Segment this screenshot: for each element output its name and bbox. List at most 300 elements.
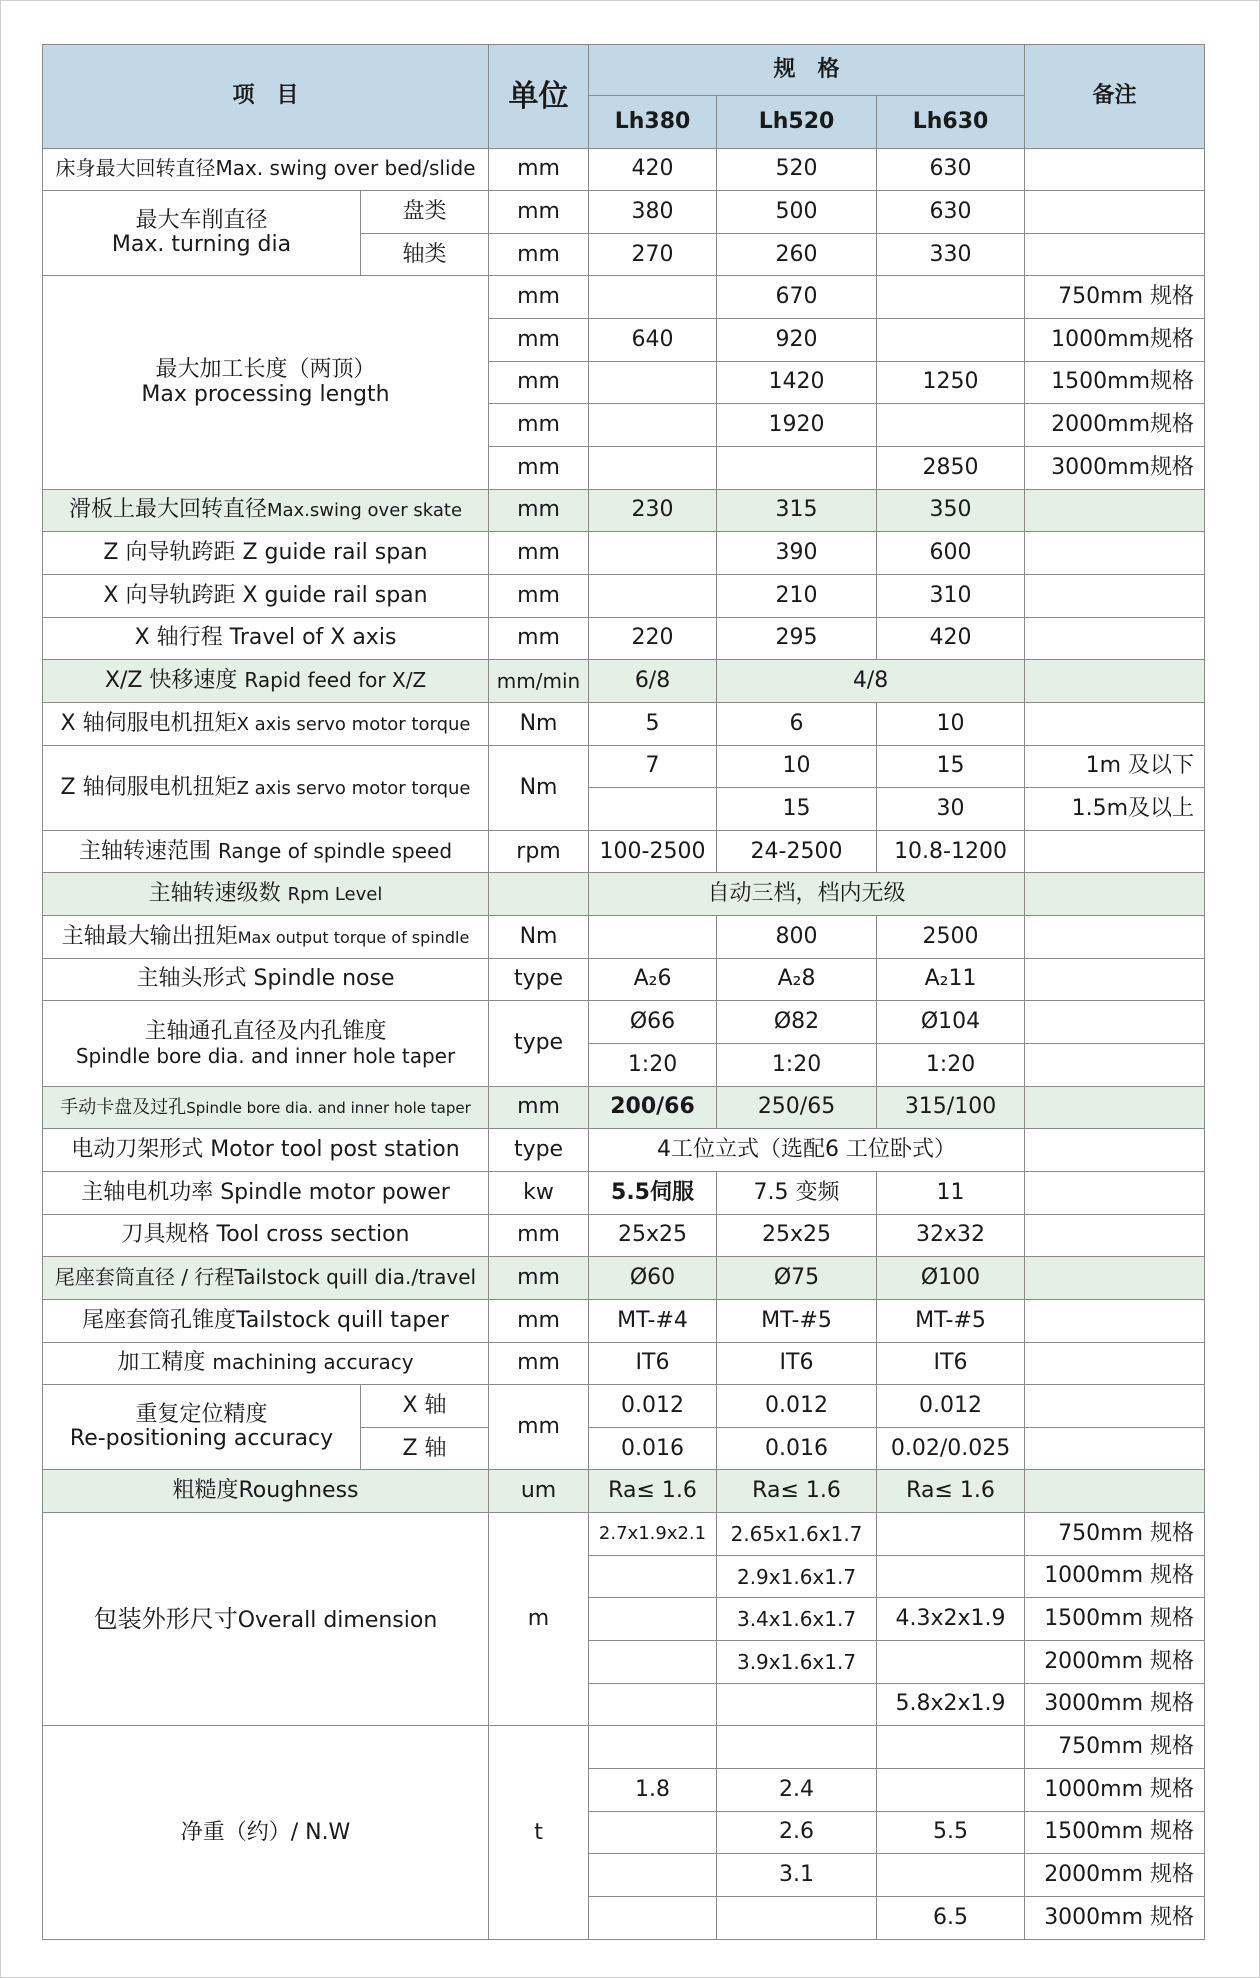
remark: [1025, 191, 1205, 234]
value-lh520: [717, 1896, 877, 1939]
remark: [1025, 958, 1205, 1001]
value-lh520: 25x25: [717, 1214, 877, 1257]
value-lh630: 30: [877, 788, 1025, 831]
value-lh630: 310: [877, 574, 1025, 617]
label-en: Z axis servo motor torque: [236, 777, 471, 799]
label-en: Spindle nose: [253, 966, 395, 992]
value-lh380: [589, 1726, 717, 1769]
value-lh380: [589, 1854, 717, 1897]
value-lh520: 10: [717, 745, 877, 788]
label-en: Tailstock quill taper: [236, 1307, 449, 1333]
unit: mm: [489, 617, 589, 660]
value-lh630: [877, 319, 1025, 362]
value-all: 4工位立式（选配6 工位卧式）: [589, 1129, 1025, 1172]
label: [43, 873, 489, 916]
value-lh520: 1920: [717, 404, 877, 447]
value-lh520: 3.4x1.6x1.7: [717, 1598, 877, 1641]
row-length-750: [43, 276, 1205, 319]
value-lh630: [877, 1726, 1025, 1769]
value-lh380: Ø60: [589, 1257, 717, 1300]
value-lh520: 1:20: [717, 1044, 877, 1087]
label-cn: 最大车削直径: [135, 208, 268, 234]
label-en: N.W: [305, 1819, 351, 1845]
value-lh520: 3.1: [717, 1854, 877, 1897]
value-lh520: 315: [717, 489, 877, 532]
unit: mm: [489, 1214, 589, 1257]
value-lh630: 630: [877, 191, 1025, 234]
value-lh520: 15: [717, 788, 877, 831]
value-lh630: A₂11: [877, 958, 1025, 1001]
label-cn: 床身最大回转直径: [55, 156, 216, 181]
value-all: 自动三档，档内无级: [589, 873, 1025, 916]
row-manual-chuck: [43, 1086, 1205, 1129]
value-lh520: 295: [717, 617, 877, 660]
unit: Nm: [489, 916, 589, 959]
remark: 1500mm 规格: [1025, 1811, 1205, 1854]
unit: rpm: [489, 830, 589, 873]
remark: 1m 及以下: [1025, 745, 1205, 788]
value-lh630: 350: [877, 489, 1025, 532]
value-lh630: [877, 1768, 1025, 1811]
value-lh380: [589, 916, 717, 959]
remark: [1025, 574, 1205, 617]
unit: mm: [489, 361, 589, 404]
value-lh630: 330: [877, 233, 1025, 276]
remark: [1025, 1385, 1205, 1428]
sub-label: 轴类: [361, 233, 489, 276]
remark: 3000mm 规格: [1025, 1683, 1205, 1726]
value-lh380: [589, 532, 717, 575]
value-lh630: 0.012: [877, 1385, 1025, 1428]
label-cn: X 轴行程: [134, 625, 230, 651]
unit: mm: [489, 148, 589, 191]
row-machining-accuracy: [43, 1342, 1205, 1385]
unit: mm/min: [489, 660, 589, 703]
label-en: Max processing length: [141, 381, 390, 407]
row-rapid-feed: [43, 660, 1205, 703]
remark: 1.5m及以上: [1025, 788, 1205, 831]
value-lh380: 230: [589, 489, 717, 532]
remark: [1025, 1427, 1205, 1470]
value-lh380: A₂6: [589, 958, 717, 1001]
header-remark: 备注: [1025, 45, 1205, 149]
label-cn: X 向导轨跨距: [103, 582, 243, 608]
value-lh520: 390: [717, 532, 877, 575]
label: [43, 1342, 489, 1385]
label: [43, 148, 489, 191]
remark: 3000mm 规格: [1025, 1896, 1205, 1939]
value-lh630: 0.02/0.025: [877, 1427, 1025, 1470]
value-lh380: Ra≤ 1.6: [589, 1470, 717, 1513]
unit: kw: [489, 1171, 589, 1214]
row-tool-cross-section: [43, 1214, 1205, 1257]
row-rpm-level: [43, 873, 1205, 916]
label-cn: X 轴伺服电机扭矩: [60, 710, 237, 736]
unit: m: [489, 1513, 589, 1726]
value-lh630: 10.8-1200: [877, 830, 1025, 873]
value-lh630: 32x32: [877, 1214, 1025, 1257]
unit: mm: [489, 532, 589, 575]
value-lh380: Ø66: [589, 1001, 717, 1044]
value-lh520: 250/65: [717, 1086, 877, 1129]
label-en: machining accuracy: [212, 1350, 414, 1375]
value-lh380: 1:20: [589, 1044, 717, 1087]
value-lh520: MT-#5: [717, 1299, 877, 1342]
value-lh520: 260: [717, 233, 877, 276]
length-label: [43, 276, 489, 489]
label: [43, 830, 489, 873]
header-item: 项 目: [43, 45, 489, 149]
value-lh520: [717, 1683, 877, 1726]
value-lh520-lh630: 4/8: [717, 660, 1025, 703]
label-en: Overall dimension: [237, 1607, 438, 1633]
value-lh380: MT-#4: [589, 1299, 717, 1342]
value-lh520: A₂8: [717, 958, 877, 1001]
unit: mm: [489, 191, 589, 234]
row-x-guide-rail: [43, 574, 1205, 617]
value-lh520: 7.5 变频: [717, 1171, 877, 1214]
remark: 2000mm 规格: [1025, 1640, 1205, 1683]
label-cn: 粗糙度: [172, 1478, 239, 1504]
row-spindle-power: [43, 1171, 1205, 1214]
unit: type: [489, 1129, 589, 1172]
remark: [1025, 873, 1205, 916]
value-lh380: [589, 1896, 717, 1939]
sub-label: 盘类: [361, 191, 489, 234]
label: [43, 1171, 489, 1214]
label: [43, 1214, 489, 1257]
label-cn: 刀具规格: [121, 1222, 217, 1248]
label-cn: 电动刀架形式: [71, 1137, 211, 1163]
header-row: [43, 45, 1205, 96]
model-lh380: Lh380: [589, 95, 717, 148]
remark: [1025, 702, 1205, 745]
remark: [1025, 617, 1205, 660]
label-en: Max.swing over skate: [266, 500, 463, 522]
value-lh630: 600: [877, 532, 1025, 575]
value-lh520: 0.016: [717, 1427, 877, 1470]
value-lh630: 630: [877, 148, 1025, 191]
label-en: Z guide rail span: [242, 540, 428, 566]
label-en: Range of spindle speed: [217, 838, 453, 863]
remark: [1025, 916, 1205, 959]
value-lh630: [877, 276, 1025, 319]
value-lh630: 2500: [877, 916, 1025, 959]
value-lh380: 7: [589, 745, 717, 788]
unit: type: [489, 1001, 589, 1086]
value-lh520: 500: [717, 191, 877, 234]
label: [43, 489, 489, 532]
label: [43, 1513, 489, 1726]
header-unit: 单位: [489, 45, 589, 149]
remark: [1025, 1171, 1205, 1214]
label-cn: 主轴转速级数: [148, 881, 288, 907]
remark: [1025, 1299, 1205, 1342]
remark: 1000mm规格: [1025, 319, 1205, 362]
value-lh380: 6/8: [589, 660, 717, 703]
value-lh380: 2.7x1.9x2.1: [589, 1513, 717, 1556]
label-en: Max. turning dia: [111, 232, 292, 258]
row-weight-750: [43, 1726, 1205, 1769]
value-lh380: 25x25: [589, 1214, 717, 1257]
label: [43, 958, 489, 1001]
remark: [1025, 1129, 1205, 1172]
remark: [1025, 233, 1205, 276]
value-lh630: 5.8x2x1.9: [877, 1683, 1025, 1726]
value-lh380: [589, 1640, 717, 1683]
row-roughness: [43, 1470, 1205, 1513]
header-spec: 规 格: [589, 45, 1025, 96]
value-lh520: Ø82: [717, 1001, 877, 1044]
unit: mm: [489, 1086, 589, 1129]
label-en: X guide rail span: [242, 582, 428, 608]
value-lh630: 1250: [877, 361, 1025, 404]
unit: mm: [489, 447, 589, 490]
label: [43, 660, 489, 703]
value-lh630: Ø104: [877, 1001, 1025, 1044]
value-lh380: 420: [589, 148, 717, 191]
value-lh380: [589, 276, 717, 319]
label: [43, 702, 489, 745]
label-en: Rapid feed for X/Z: [244, 667, 427, 692]
unit: mm: [489, 276, 589, 319]
label: [43, 617, 489, 660]
label: [43, 532, 489, 575]
label-en: X axis servo motor torque: [236, 713, 471, 735]
unit: mm: [489, 574, 589, 617]
unit: [489, 873, 589, 916]
sub-label: X 轴: [361, 1385, 489, 1428]
value-lh520: 24-2500: [717, 830, 877, 873]
remark: 750mm 规格: [1025, 1513, 1205, 1556]
value-lh380: [589, 574, 717, 617]
remark: [1025, 1001, 1205, 1044]
remark: [1025, 1470, 1205, 1513]
value-lh380: [589, 1811, 717, 1854]
label-en: Tailstock quill dia./travel: [234, 1264, 477, 1289]
unit: mm: [489, 489, 589, 532]
value-lh630: 6.5: [877, 1896, 1025, 1939]
label: [43, 745, 489, 830]
value-lh520: 920: [717, 319, 877, 362]
row-swing-over-bed: [43, 148, 1205, 191]
value-lh520: 2.9x1.6x1.7: [717, 1555, 877, 1598]
value-lh630: Ra≤ 1.6: [877, 1470, 1025, 1513]
label: [43, 1726, 489, 1940]
row-turning-disc: [43, 191, 1205, 234]
value-lh380: [589, 788, 717, 831]
value-lh380: [589, 361, 717, 404]
label-cn: 净重（约）/: [180, 1819, 306, 1845]
value-lh380: 100-2500: [589, 830, 717, 873]
label-cn: 手动卡盘及过孔: [60, 1097, 187, 1119]
label-en: Travel of X axis: [229, 625, 397, 651]
label: [43, 1385, 361, 1470]
label-cn: Z 向导轨跨距: [103, 540, 243, 566]
row-x-servo-torque: [43, 702, 1205, 745]
row-spindle-speed: [43, 830, 1205, 873]
unit: type: [489, 958, 589, 1001]
unit: mm: [489, 1299, 589, 1342]
label-en: Motor tool post station: [210, 1137, 460, 1163]
value-lh520: IT6: [717, 1342, 877, 1385]
value-lh520: [717, 447, 877, 490]
value-lh520: 2.65x1.6x1.7: [717, 1513, 877, 1556]
label-en: Spindle bore dia. and inner hole taper: [75, 1043, 456, 1068]
value-lh380: 380: [589, 191, 717, 234]
unit: mm: [489, 233, 589, 276]
unit: um: [489, 1470, 589, 1513]
value-lh380: 640: [589, 319, 717, 362]
value-lh630: 11: [877, 1171, 1025, 1214]
label: [43, 1001, 489, 1086]
value-lh630: 5.5: [877, 1811, 1025, 1854]
value-lh630: 420: [877, 617, 1025, 660]
row-max-output-torque: [43, 916, 1205, 959]
value-lh380: [589, 447, 717, 490]
remark: [1025, 1214, 1205, 1257]
value-lh630: 10: [877, 702, 1025, 745]
label-cn: 重复定位精度: [135, 1402, 268, 1428]
label-cn: 加工精度: [117, 1350, 213, 1376]
label: [43, 1299, 489, 1342]
unit: Nm: [489, 745, 589, 830]
value-lh630: 2850: [877, 447, 1025, 490]
label-cn: 尾座套筒直径 / 行程: [54, 1264, 235, 1289]
remark: [1025, 148, 1205, 191]
label-en: Tool cross section: [216, 1222, 410, 1248]
value-lh380: 5.5伺服: [589, 1171, 717, 1214]
label: [43, 1257, 489, 1300]
model-lh630: Lh630: [877, 95, 1025, 148]
label-cn: X/Z 快移速度: [104, 667, 245, 693]
unit: t: [489, 1726, 589, 1940]
row-dimension-750: [43, 1513, 1205, 1556]
value-lh380: [589, 1598, 717, 1641]
value-lh380: 270: [589, 233, 717, 276]
label-en: Spindle motor power: [220, 1179, 450, 1205]
row-tool-post: [43, 1129, 1205, 1172]
value-lh380: [589, 1683, 717, 1726]
value-lh520: Ra≤ 1.6: [717, 1470, 877, 1513]
value-lh520: [717, 1726, 877, 1769]
value-lh630: [877, 1555, 1025, 1598]
label-en: Rpm Level: [287, 884, 383, 906]
value-lh520: 800: [717, 916, 877, 959]
label: [43, 916, 489, 959]
row-spindle-nose: [43, 958, 1205, 1001]
label-cn: 主轴电机功率: [81, 1179, 221, 1205]
remark: 1500mm 规格: [1025, 1598, 1205, 1641]
value-lh630: Ø100: [877, 1257, 1025, 1300]
remark: 1000mm 规格: [1025, 1555, 1205, 1598]
remark: 3000mm规格: [1025, 447, 1205, 490]
row-z-guide-rail: [43, 532, 1205, 575]
remark: [1025, 1044, 1205, 1087]
value-lh380: 1.8: [589, 1768, 717, 1811]
label-en: Spindle bore dia. and inner hole taper: [186, 1099, 471, 1118]
row-tailstock-taper: [43, 1299, 1205, 1342]
unit: mm: [489, 319, 589, 362]
value-lh520: 2.4: [717, 1768, 877, 1811]
label: [43, 1470, 489, 1513]
value-lh380: 0.016: [589, 1427, 717, 1470]
value-lh380: 5: [589, 702, 717, 745]
label-cn: 主轴头形式: [136, 966, 254, 992]
label-cn: 最大加工长度（两顶）: [155, 357, 376, 383]
remark: [1025, 660, 1205, 703]
remark: 750mm 规格: [1025, 276, 1205, 319]
label-en: Re-positioning accuracy: [69, 1426, 334, 1452]
label: [43, 1086, 489, 1129]
row-spindle-bore-1: [43, 1001, 1205, 1044]
value-lh380: 220: [589, 617, 717, 660]
row-swing-over-skate: [43, 489, 1205, 532]
value-lh630: 15: [877, 745, 1025, 788]
label-cn: 主轴通孔直径及内孔锥度: [144, 1019, 387, 1045]
label-cn: Z 轴伺服电机扭矩: [60, 774, 237, 800]
row-tailstock-quill: [43, 1257, 1205, 1300]
value-lh520: 670: [717, 276, 877, 319]
row-z-servo-torque-1: [43, 745, 1205, 788]
value-lh520: 0.012: [717, 1385, 877, 1428]
value-lh630: [877, 1640, 1025, 1683]
value-lh630: IT6: [877, 1342, 1025, 1385]
remark: 2000mm 规格: [1025, 1854, 1205, 1897]
value-lh630: 1:20: [877, 1044, 1025, 1087]
value-lh630: 4.3x2x1.9: [877, 1598, 1025, 1641]
value-lh380: [589, 1555, 717, 1598]
label-en: Max output torque of spindle: [237, 927, 470, 947]
turning-label: [43, 191, 361, 276]
value-lh520: 210: [717, 574, 877, 617]
label-cn: 滑板上最大回转直径: [68, 497, 267, 523]
spec-table: [42, 44, 1205, 1940]
remark: [1025, 830, 1205, 873]
value-lh520: 2.6: [717, 1811, 877, 1854]
label-cn: 尾座套筒孔锥度: [82, 1307, 237, 1333]
unit: mm: [489, 1257, 589, 1300]
value-lh380: IT6: [589, 1342, 717, 1385]
remark: 2000mm规格: [1025, 404, 1205, 447]
label: [43, 574, 489, 617]
value-lh630: [877, 1854, 1025, 1897]
label-cn: 包装外形尺寸: [93, 1604, 238, 1633]
row-x-travel: [43, 617, 1205, 660]
label-cn: 主轴转速范围: [78, 838, 218, 864]
remark: [1025, 532, 1205, 575]
remark: [1025, 1086, 1205, 1129]
value-lh520: 520: [717, 148, 877, 191]
value-lh630: 315/100: [877, 1086, 1025, 1129]
value-lh380: [589, 404, 717, 447]
remark: 1000mm 规格: [1025, 1768, 1205, 1811]
unit: mm: [489, 1385, 589, 1470]
model-lh520: Lh520: [717, 95, 877, 148]
remark: 750mm 规格: [1025, 1726, 1205, 1769]
value-lh520: Ø75: [717, 1257, 877, 1300]
remark: [1025, 1342, 1205, 1385]
value-lh520: 6: [717, 702, 877, 745]
value-lh380: 200/66: [589, 1086, 717, 1129]
row-repositioning-x: [43, 1385, 1205, 1428]
remark: 1500mm规格: [1025, 361, 1205, 404]
unit: Nm: [489, 702, 589, 745]
value-lh520: 3.9x1.6x1.7: [717, 1640, 877, 1683]
remark: [1025, 1257, 1205, 1300]
label-en: Roughness: [238, 1478, 359, 1504]
label-cn: 主轴最大输出扭矩: [61, 923, 238, 949]
